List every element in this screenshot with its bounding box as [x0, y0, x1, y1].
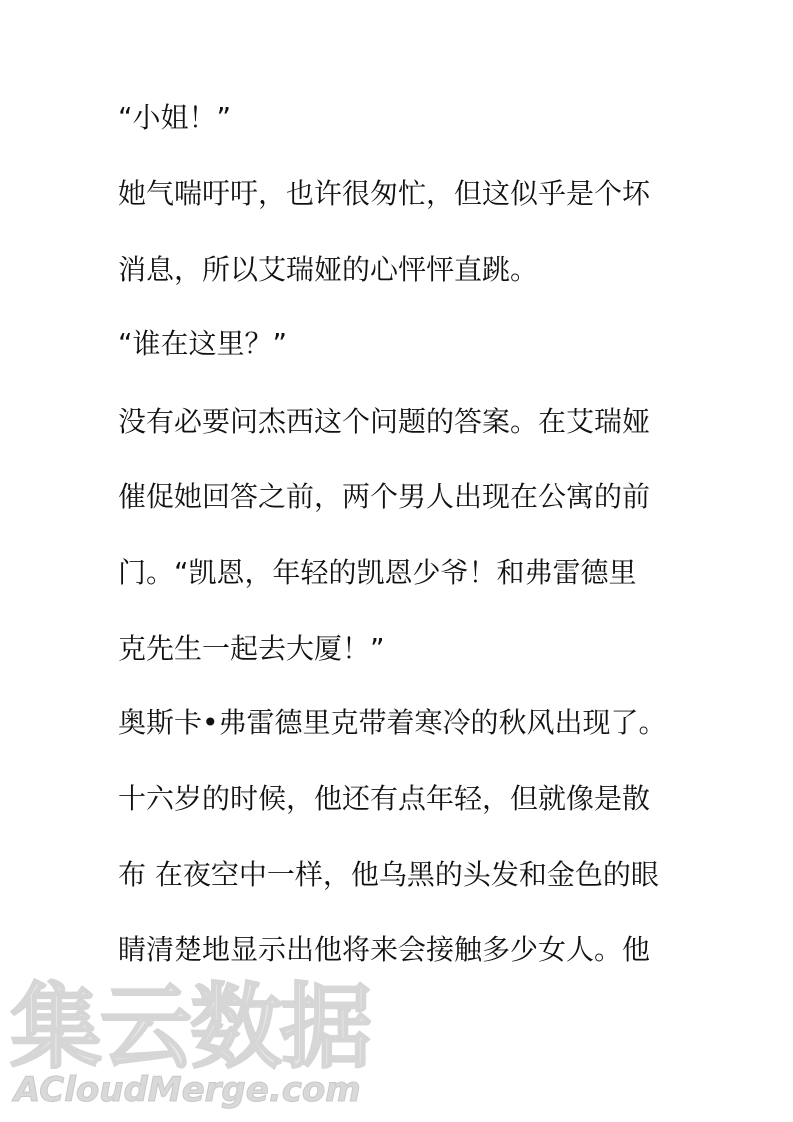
- text-line-9: 奥斯卡•弗雷德里克带着寒冷的秋风出现了。: [118, 706, 667, 739]
- watermark: [10, 974, 390, 1118]
- text-line-1: “小姐！”: [118, 101, 232, 134]
- text-line-5: 没有必要问杰西这个问题的答案。在艾瑞娅: [118, 405, 651, 438]
- text-line-10: 十六岁的时候，他还有点年轻，但就像是散: [118, 782, 651, 815]
- watermark-title: 集云数据: [10, 974, 371, 1081]
- text-line-3: 消息，所以艾瑞娅的心怦怦直跳。: [118, 253, 539, 286]
- text-line-6: 催促她回答之前，两个男人出现在公寓的前: [118, 480, 651, 513]
- text-line-4: “谁在这里？”: [118, 327, 288, 360]
- text-line-12: 睛清楚地显示出他将来会接触多少女人。他: [118, 933, 651, 966]
- text-line-11: 布 在夜空中一样，他乌黑的头发和金色的眼: [118, 858, 659, 891]
- watermark-subtitle: ACloudMerge.com: [14, 1070, 361, 1110]
- text-line-2: 她气喘吁吁，也许很匆忙，但这似乎是个坏: [118, 177, 651, 210]
- text-line-7: 门。“凯恩，年轻的凯恩少爷！和弗雷德里: [118, 556, 637, 589]
- text-line-8: 克先生一起去大厦！”: [118, 632, 385, 665]
